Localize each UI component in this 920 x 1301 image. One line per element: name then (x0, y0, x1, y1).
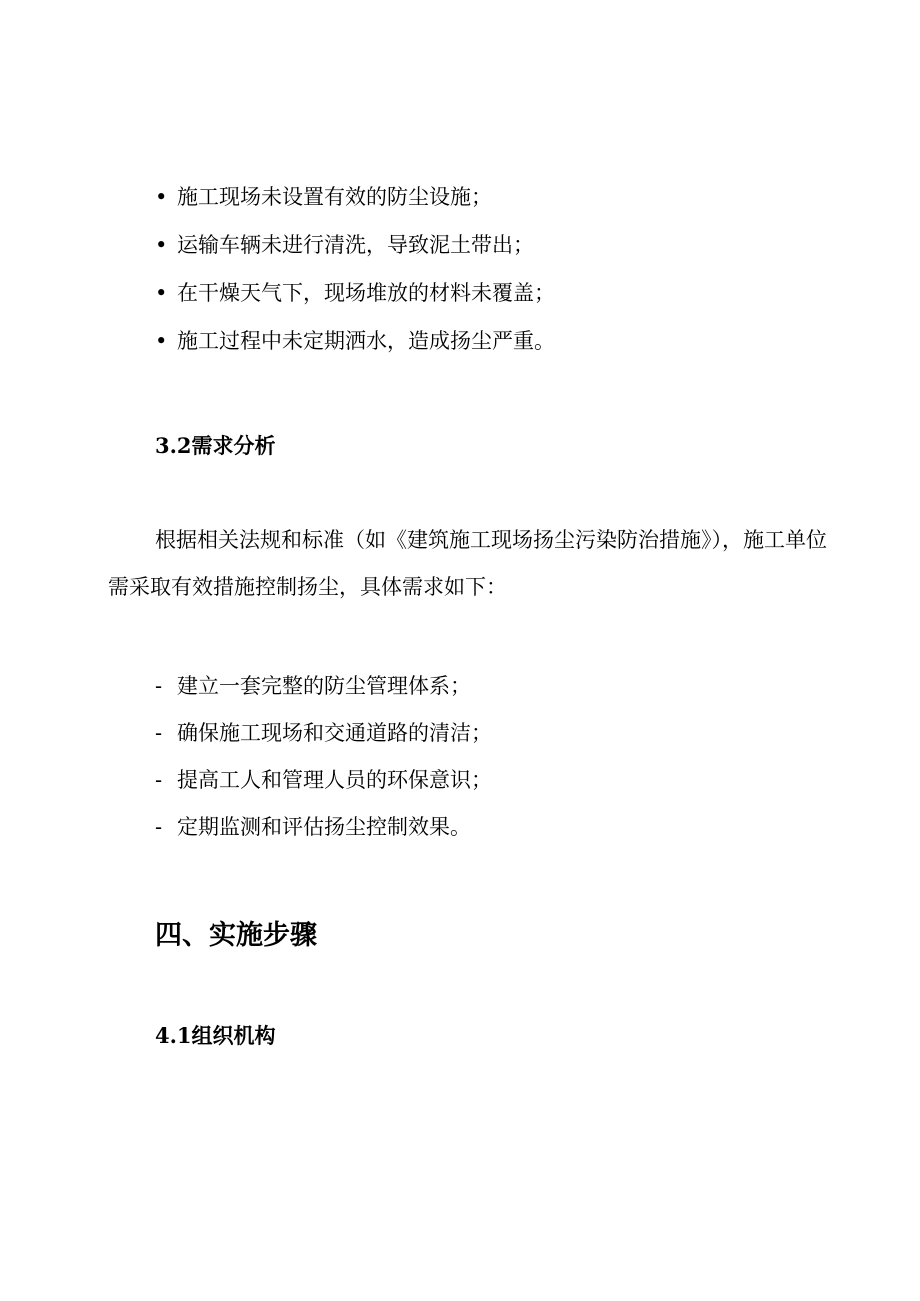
dash-icon: - (155, 768, 163, 792)
dash-icon: - (155, 721, 163, 745)
bullet-text: 施工现场未设置有效的防尘设施； (177, 185, 492, 209)
bullet-dot-icon: • (155, 281, 168, 305)
requirement-text: 定期监测和评估扬尘控制效果。 (177, 815, 471, 839)
requirement-text: 建立一套完整的防尘管理体系； (177, 674, 471, 698)
bullet-item (155, 230, 534, 260)
dash-icon: - (155, 674, 163, 698)
requirement-text: 提高工人和管理人员的环保意识； (177, 768, 492, 792)
bullet-dot-icon: • (155, 233, 168, 257)
bullet-text: 运输车辆未进行清洗，导致泥土带出； (177, 233, 534, 257)
bullet-text: 施工过程中未定期洒水，造成扬尘严重。 (177, 329, 555, 353)
section-4-1-title: 4.1组织机构 (155, 1023, 276, 1048)
bullet-dot-icon: • (155, 185, 168, 209)
bullet-item (155, 278, 555, 308)
bullet-item (155, 182, 492, 212)
bullet-dot-icon: • (155, 329, 168, 353)
requirement-item (155, 812, 471, 842)
requirement-item (155, 765, 492, 795)
section-3-2-title: 3.2需求分析 (155, 433, 276, 458)
bullet-text: 在干燥天气下，现场堆放的材料未覆盖； (177, 281, 555, 305)
requirements-intro-paragraph: 根据相关法规和标准（如《建筑施工现场扬尘污染防治措施》），施工单位需采取有效措施控制扬尘，具体需求如下： (108, 528, 827, 599)
requirement-item (155, 718, 492, 748)
requirement-item (155, 671, 471, 701)
section-4-title: 四、实施步骤 (155, 920, 317, 951)
dash-icon: - (155, 815, 163, 839)
requirement-text: 确保施工现场和交通道路的清洁； (177, 721, 492, 745)
bullet-item (155, 326, 555, 356)
